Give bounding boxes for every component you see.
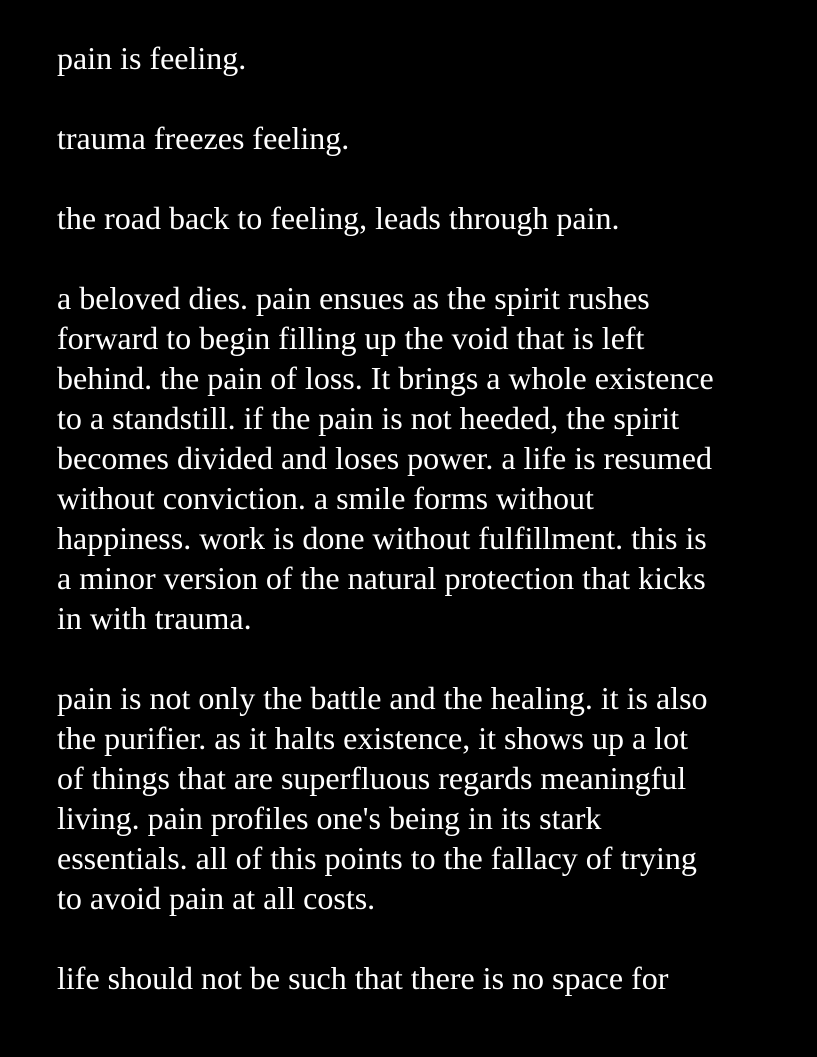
paragraph-gap xyxy=(57,918,797,958)
text-line: a beloved dies. pain ensues as the spirit rushes xyxy=(57,280,650,316)
text-line: behind. the pain of loss. It brings a whole existence xyxy=(57,360,714,396)
paragraph xyxy=(57,198,797,238)
paragraph-gap xyxy=(57,638,797,678)
paragraph xyxy=(57,38,797,78)
text-line: life should not be such that there is no space for xyxy=(57,960,669,996)
paragraph-gap xyxy=(57,78,797,118)
paragraph-gap xyxy=(57,158,797,198)
text-line: the road back to feeling, leads through pain. xyxy=(57,200,620,236)
text-line: in with trauma. xyxy=(57,600,252,636)
text-line: without conviction. a smile forms without xyxy=(57,480,594,516)
text-line: pain is not only the battle and the healing. it is also xyxy=(57,680,708,716)
text-line: of things that are superfluous regards meaningful xyxy=(57,760,687,796)
text-line: the purifier. as it halts existence, it shows up a lot xyxy=(57,720,688,756)
text-line: to avoid pain at all costs. xyxy=(57,880,376,916)
paragraph xyxy=(57,278,797,638)
text-line: a minor version of the natural protection that kicks xyxy=(57,560,706,596)
paragraph xyxy=(57,958,797,998)
text-line: happiness. work is done without fulfillment. this is xyxy=(57,520,707,556)
paragraph xyxy=(57,678,797,918)
text-line: to a standstill. if the pain is not heeded, the spirit xyxy=(57,400,680,436)
paragraph-gap xyxy=(57,238,797,278)
text-line: trauma freezes feeling. xyxy=(57,120,350,156)
text-line: becomes divided and loses power. a life is resumed xyxy=(57,440,712,476)
text-line: pain is feeling. xyxy=(57,40,247,76)
text-line: essentials. all of this points to the fallacy of trying xyxy=(57,840,697,876)
paragraph xyxy=(57,118,797,158)
text-line: forward to begin filling up the void that is left xyxy=(57,320,645,356)
document-body xyxy=(57,38,797,998)
text-line: living. pain profiles one's being in its stark xyxy=(57,800,602,836)
